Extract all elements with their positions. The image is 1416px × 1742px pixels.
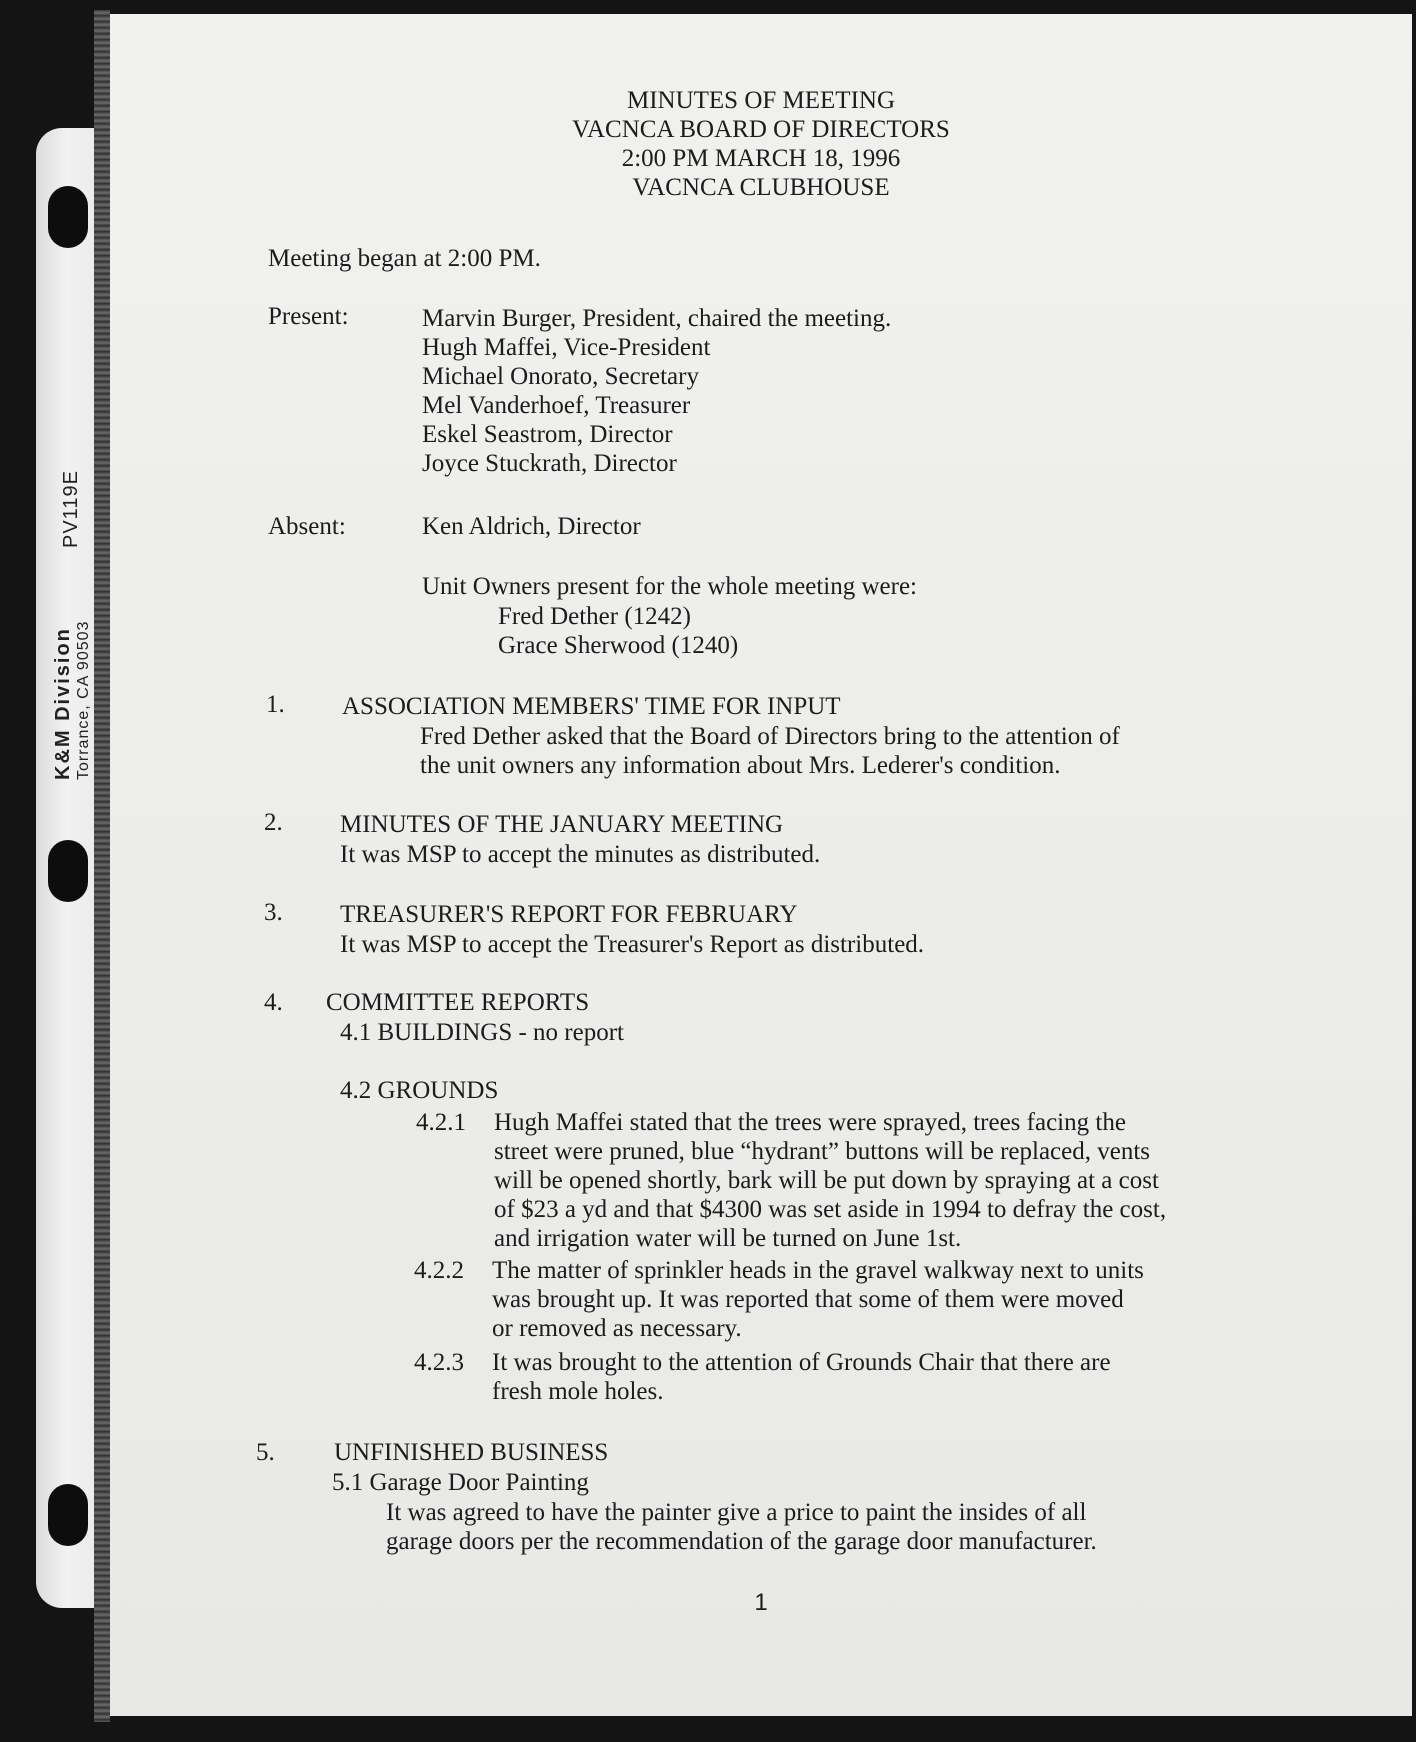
document-header [110,86,1412,202]
present-name: Michael Onorato, Secretary [422,363,699,390]
present-name: Joyce Stuckrath, Director [422,450,677,477]
present-name: Hugh Maffei, Vice-President [422,334,711,361]
entry-line: street were pruned, blue “hydrant” buttons will be replaced, vents [494,1138,1151,1165]
present-list [422,304,891,478]
item-body-line: It was MSP to accept the minutes as distributed. [340,841,821,868]
present-name: Eskel Seastrom, Director [422,421,673,448]
item-number: 4. [264,989,283,1016]
entry-line: was brought up. It was reported that some of them were moved [492,1286,1124,1313]
item-body-line: It was MSP to accept the Treasurer's Report as distributed. [340,931,925,958]
header-line-1: MINUTES OF MEETING [626,87,896,114]
item-number: 1. [266,691,285,718]
unit-owner-name: Fred Dether (1242) [498,603,691,630]
item-body [386,1498,1097,1556]
present-name: Mel Vanderhoef, Treasurer [422,392,691,419]
entry-number: 4.2.1 [416,1109,466,1136]
binder-hole-top [48,186,88,248]
sleeve-product-code: PV119E [60,470,82,548]
header-line-4: VACNCA CLUBHOUSE [632,174,890,201]
item-number: 3. [264,899,283,926]
sleeve-seam [94,10,110,1722]
subsection-heading: 4.2 GROUNDS [340,1077,499,1104]
item-title: TREASURER'S REPORT FOR FEBRUARY [340,901,798,928]
item-number: 2. [264,809,283,836]
present-label: Present: [268,303,349,330]
binder-hole-bottom [48,1484,88,1546]
entry-line: Hugh Maffei stated that the trees were sprayed, trees facing the [494,1109,1126,1136]
entry-line: will be opened shortly, bark will be put down by spraying at a cost [494,1167,1159,1194]
minutes-document [110,14,1412,1716]
unit-owner-name: Grace Sherwood (1240) [498,632,739,659]
entry-text [492,1256,1144,1343]
page-number: 1 [754,1589,768,1616]
opening-line: Meeting began at 2:00 PM. [268,245,541,272]
entry-text [494,1108,1166,1253]
entry-number: 4.2.2 [414,1257,464,1284]
item-title: UNFINISHED BUSINESS [334,1439,609,1466]
item-body [420,722,1120,780]
header-line-2: VACNCA BOARD OF DIRECTORS [572,116,950,143]
entry-line: or removed as necessary. [492,1315,742,1342]
entry-line: The matter of sprinkler heads in the gravel walkway next to units [492,1257,1144,1284]
sleeve-brand: K&M Division [52,627,74,780]
header-line-3: 2:00 PM MARCH 18, 1996 [621,145,901,172]
entry-text [492,1348,1111,1406]
entry-line: of $23 a yd and that $4300 was set aside in 1994 to defray the cost, [494,1196,1167,1223]
entry-line: It was brought to the attention of Grounds Chair that there are [492,1349,1111,1376]
item-title: COMMITTEE REPORTS [326,989,590,1016]
sleeve-imprint [52,621,93,780]
sleeve-address: Torrance, CA 90503 [75,620,92,780]
absent-name: Ken Aldrich, Director [422,513,641,540]
entry-line: fresh mole holes. [492,1378,664,1405]
entry-line: and irrigation water will be turned on June 1st. [494,1225,962,1252]
unit-owners-list [498,602,738,660]
item-body-line: Fred Dether asked that the Board of Directors bring to the attention of [420,723,1120,750]
item-body-line: the unit owners any information about Mrs. Lederer's condition. [420,752,1061,779]
entry-number: 4.2.3 [414,1349,464,1376]
binder-hole-middle [48,840,88,902]
item-number: 5. [256,1439,275,1466]
item-body-line: It was agreed to have the painter give a price to paint the insides of all [386,1499,1087,1526]
present-name: Marvin Burger, President, chaired the meeting. [422,305,892,332]
item-title: MINUTES OF THE JANUARY MEETING [340,811,784,838]
subsection-heading: 4.1 BUILDINGS - no report [340,1019,624,1046]
item-body-line: garage doors per the recommendation of the garage door manufacturer. [386,1528,1097,1555]
absent-label: Absent: [268,513,346,540]
document-page [110,14,1412,1716]
item-title: ASSOCIATION MEMBERS' TIME FOR INPUT [342,693,841,720]
subsection-heading: 5.1 Garage Door Painting [332,1469,589,1496]
unit-owners-intro: Unit Owners present for the whole meeting were: [422,573,917,600]
